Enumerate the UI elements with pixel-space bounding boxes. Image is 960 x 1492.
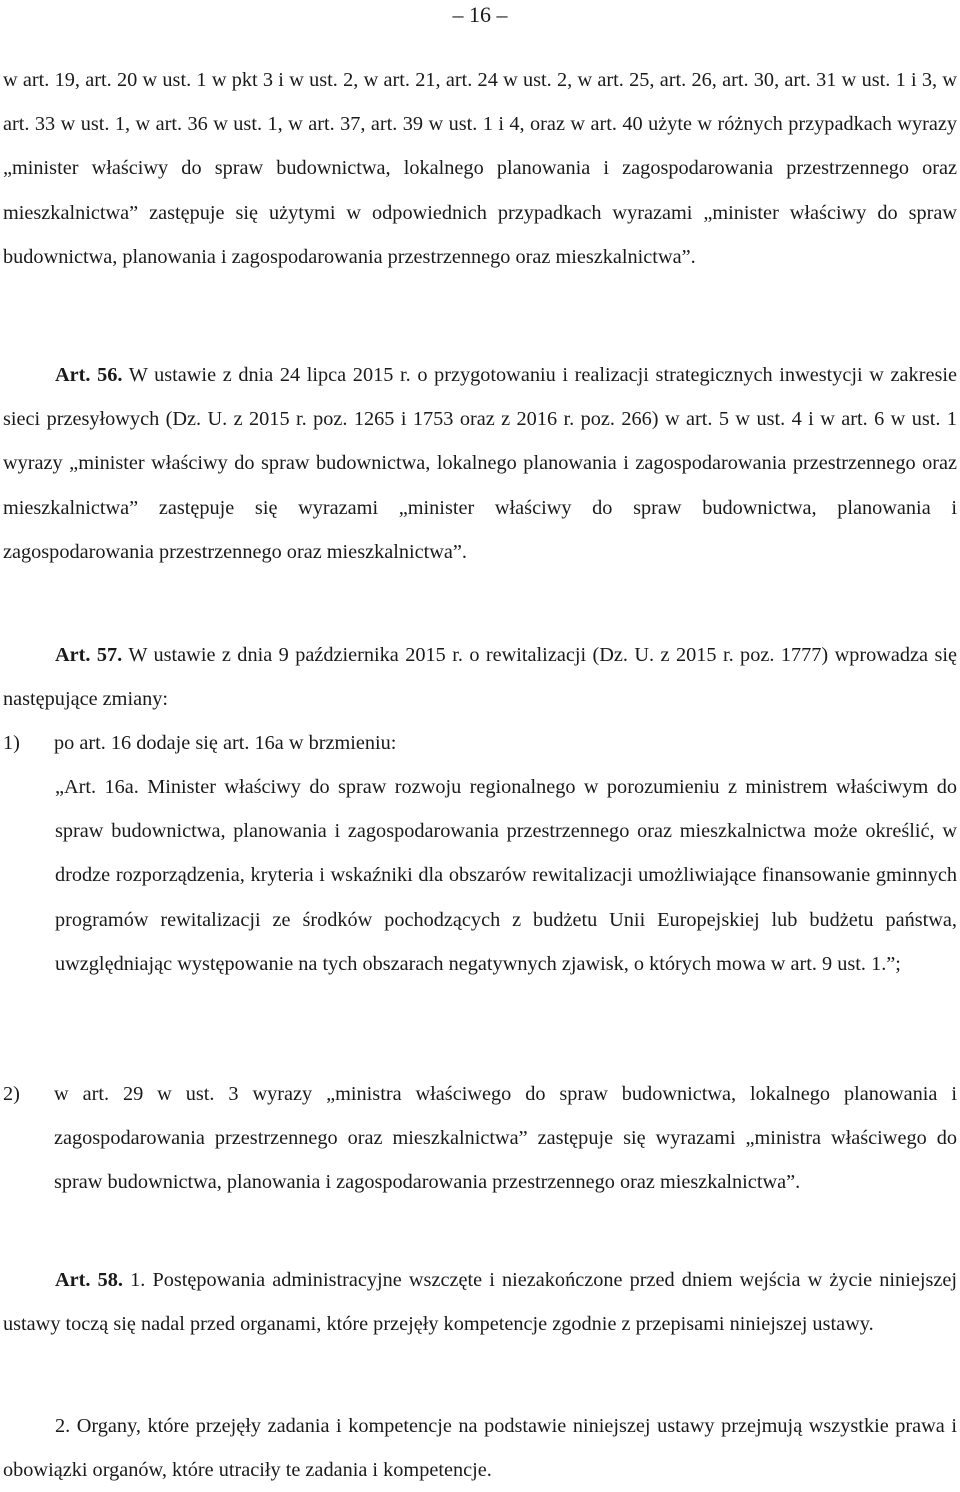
article-57-item-2 bbox=[3, 1072, 957, 1205]
article-57-text: W ustawie z dnia 9 października 2015 r. o rewitalizacji (Dz. U. z 2015 r. poz. 1777) wprowadza się następujące zmiany: bbox=[3, 644, 957, 711]
article-58-para-1 bbox=[3, 1258, 957, 1346]
article-56-label: Art. 56. bbox=[55, 364, 123, 386]
paragraph-intro bbox=[3, 58, 957, 279]
article-58-para-1-text: 1. Postępowania administracyjne wszczęte i niezakończone przed dniem wejścia w życie niniejszej ustawy toczą się nadal przed organami, które przejęły kompetencje zgodnie z przepisami niniejszej ustawy. bbox=[3, 1269, 957, 1336]
article-57 bbox=[3, 633, 957, 721]
article-57-label: Art. 57. bbox=[55, 644, 123, 666]
article-57-item-1 bbox=[3, 721, 957, 765]
article-58-label: Art. 58. bbox=[55, 1269, 123, 1291]
list-number: 2) bbox=[3, 1083, 20, 1105]
list-number: 1) bbox=[3, 732, 20, 754]
article-56 bbox=[3, 353, 957, 574]
article-58-para-2 bbox=[3, 1404, 957, 1492]
quote-text: „Art. 16a. Minister właściwy do spraw rozwoju regionalnego w porozumieniu z ministrem właściwym do spraw budownictwa, planowania i zagospodarowania przestrzennego oraz mieszkalnictwa może określić, w drodze rozporządzenia, kryteria i wskaźniki dla obszarów rewitalizacji umożliwiające finansowanie gminnych programów rewitalizacji ze środków pochodzących z budżetu Unii Europejskiej lub budżetu państwa, uwzględniając występowanie na tych obszarach negatywnych zjawisk, o których mowa w art. 9 ust. 1.”; bbox=[55, 776, 957, 975]
page-number: – 16 – bbox=[452, 2, 508, 27]
paragraph-intro-text: w art. 19, art. 20 w ust. 1 w pkt 3 i w ust. 2, w art. 21, art. 24 w ust. 2, w art. 25, art. 26, art. 30, art. 31 w ust. 1 i 3, w art. 33 w ust. 1, w art. 36 w ust. 1, w art. 37, art. 39 w ust. 1 i 4, oraz w art. 40 użyte w różnych przypadkach wyrazy „minister właściwy do spraw budownictwa, lokalnego planowania i zagospodarowania przestrzennego oraz mieszkalnictwa” zastępuje się użytymi w odpowiednich przypadkach wyrazami „minister właściwy do spraw budownictwa, planowania i zagospodarowania przestrzennego oraz mieszkalnictwa”. bbox=[3, 69, 957, 268]
list-item-text: po art. 16 dodaje się art. 16a w brzmieniu: bbox=[54, 732, 397, 754]
article-56-text: W ustawie z dnia 24 lipca 2015 r. o przygotowaniu i realizacji strategicznych inwestycji w zakresie sieci przesyłowych (Dz. U. z 2015 r. poz. 1265 i 1753 oraz z 2016 r. poz. 266) w art. 5 w ust. 4 i w art. 6 w ust. 1 wyrazy „minister właściwy do spraw budownictwa, lokalnego planowania i zagospodarowania przestrzennego oraz mieszkalnictwa” zastępuje się wyrazami „minister właściwy do spraw budownictwa, planowania i zagospodarowania przestrzennego oraz mieszkalnictwa”. bbox=[3, 364, 957, 563]
list-item-text: w art. 29 w ust. 3 wyrazy „ministra właściwego do spraw budownictwa, lokalnego planowania i zagospodarowania przestrzennego oraz mieszkalnictwa” zastępuje się wyrazami „ministra właściwego do spraw budownictwa, planowania i zagospodarowania przestrzennego oraz mieszkalnictwa”. bbox=[54, 1083, 957, 1194]
article-16a-quote bbox=[55, 765, 957, 986]
article-58-para-2-text: 2. Organy, które przejęły zadania i kompetencje na podstawie niniejszej ustawy przejmują wszystkie prawa i obowiązki organów, które utraciły te zadania i kompetencje. bbox=[3, 1415, 957, 1482]
